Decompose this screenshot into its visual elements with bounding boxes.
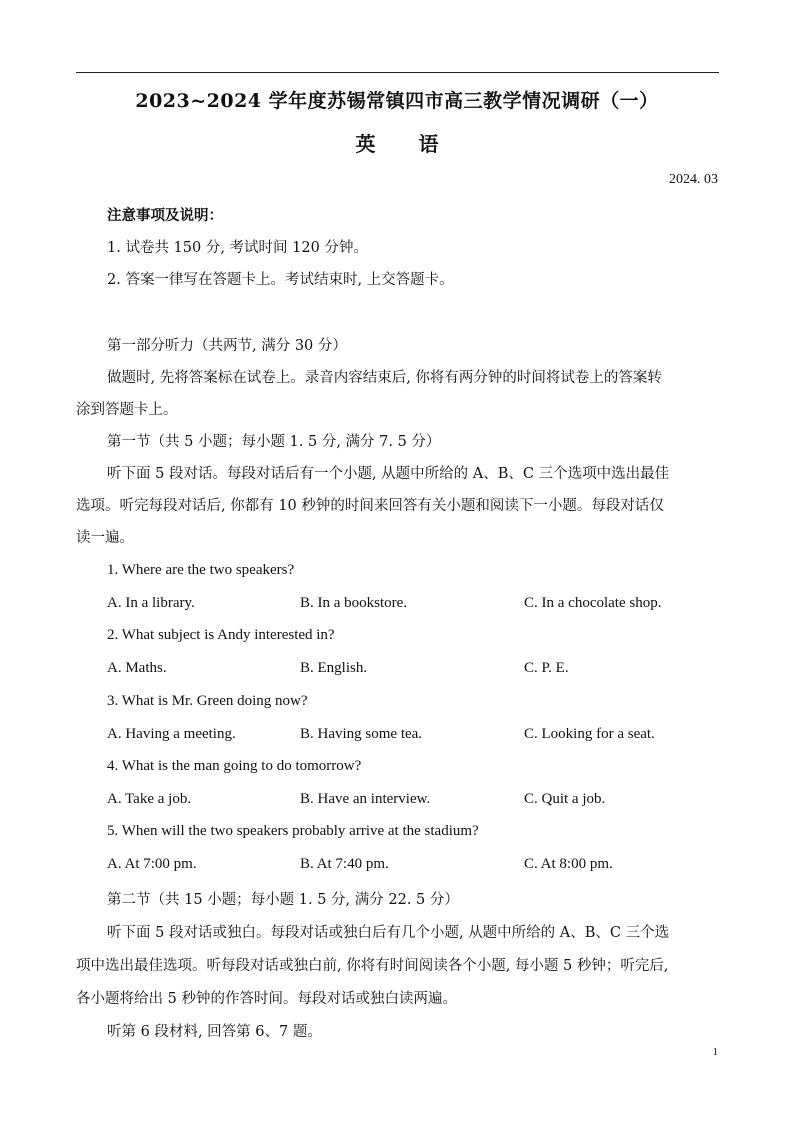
question-3-option-c: C. Looking for a seat. (524, 726, 655, 742)
question-4-option-b: B. Have an interview. (300, 791, 431, 807)
question-2-option-c: C. P. E. (524, 660, 569, 676)
question-1-option-c: C. In a chocolate shop. (524, 595, 662, 611)
page-number: 1 (712, 1046, 718, 1058)
notes-heading: 注意事项及说明： (107, 207, 223, 224)
question-5-option-c: C. At 8:00 pm. (524, 856, 613, 872)
section1-instruction-line3: 读一遍。 (76, 530, 134, 546)
question-4-option-a: A. Take a job. (107, 791, 192, 807)
question-2-option-a: A. Maths. (107, 660, 167, 676)
question-4-option-c: C. Quit a job. (524, 791, 606, 807)
section2-heading: 第二节（共 15 小题；每小题 1. 5 分, 满分 22. 5 分） (107, 892, 459, 908)
question-5-option-b: B. At 7:40 pm. (300, 856, 389, 872)
section2-instruction-line2: 项中选出最佳选项。听每段对话或独白前, 你将有时间阅读各个小题, 每小题 5 秒钟；听完后, (76, 958, 669, 974)
header-rule (76, 72, 719, 73)
exam-date: 2024. 03 (669, 172, 718, 187)
question-1-option-b: B. In a bookstore. (300, 595, 408, 611)
question-5: 5. When will the two speakers probably arrive at the stadium? (107, 823, 479, 839)
section2-material-note: 听第 6 段材料, 回答第 6、7 题。 (107, 1024, 322, 1040)
question-1-option-a: A. In a library. (107, 595, 195, 611)
section1-instruction-line2: 选项。听完每段对话后, 你都有 10 秒钟的时间来回答有关小题和阅读下一小题。每段对话仅 (76, 498, 664, 514)
notes-item-2: 2. 答案一律写在答题卡上。考试结束时, 上交答题卡。 (107, 272, 454, 288)
subject-title: 英 语 (355, 132, 457, 156)
question-3-option-b: B. Having some tea. (300, 726, 423, 742)
question-3: 3. What is Mr. Green doing now? (107, 693, 308, 709)
question-2-option-b: B. English. (300, 660, 368, 676)
part1-instruction-line2: 涂到答题卡上。 (76, 402, 178, 418)
section2-instruction-line3: 各小题将给出 5 秒钟的作答时间。每段对话或独白读两遍。 (76, 991, 457, 1007)
question-2: 2. What subject is Andy interested in? (107, 627, 335, 643)
question-5-option-a: A. At 7:00 pm. (107, 856, 197, 872)
exam-title: 2023~2024 学年度苏锡常镇四市高三教学情况调研（一） (135, 90, 659, 112)
question-3-option-a: A. Having a meeting. (107, 726, 236, 742)
notes-item-1: 1. 试卷共 150 分, 考试时间 120 分钟。 (107, 240, 368, 256)
part1-instruction-line1: 做题时, 先将答案标在试卷上。录音内容结束后, 你将有两分钟的时间将试卷上的答案转 (107, 370, 662, 386)
question-4: 4. What is the man going to do tomorrow? (107, 758, 362, 774)
section2-instruction-line1: 听下面 5 段对话或独白。每段对话或独白后有几个小题, 从题中所给的 A、B、C 三个选 (107, 925, 670, 941)
part1-heading: 第一部分听力（共两节, 满分 30 分） (107, 338, 347, 354)
section1-heading: 第一节（共 5 小题；每小题 1. 5 分, 满分 7. 5 分） (107, 434, 441, 450)
question-1: 1. Where are the two speakers? (107, 562, 295, 578)
section1-instruction-line1: 听下面 5 段对话。每段对话后有一个小题, 从题中所给的 A、B、C 三个选项中选出最佳 (107, 466, 670, 482)
